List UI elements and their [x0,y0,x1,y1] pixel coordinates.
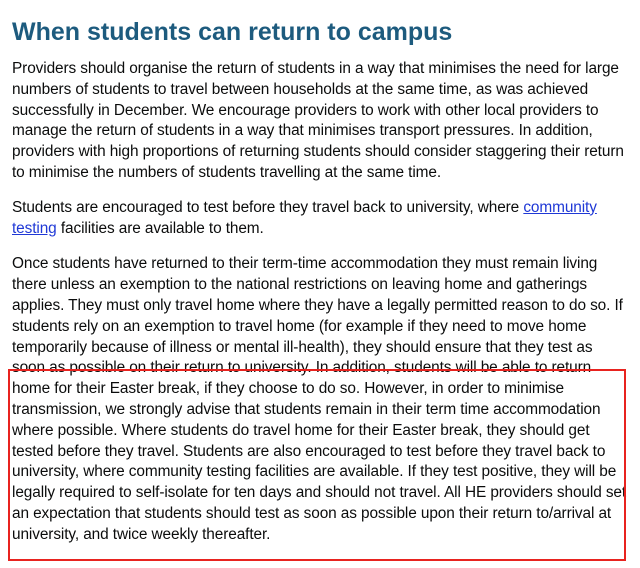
paragraph-text-after-link: facilities are available to them. [56,219,264,237]
paragraph-testing-before-travel [12,198,628,240]
section-heading: When students can return to campus [12,18,453,46]
paragraph-return-organisation: Providers should organise the return of students in a way that minimises the need for large numbers of students to travel between households at the same time, as was achieved successfully in December. We encourage providers to work with other local providers to manage the return of students in a way that minimises transport pressures. In addition, providers with high proportions of returning students should consider staggering their return to minimise the numbers of students travelling at the same time. [12,60,624,181]
community-testing-link[interactable]: community testing [12,198,597,237]
highlight-box [8,369,626,561]
paragraph-text-before-link: Students are encouraged to test before they travel back to university, where [12,198,524,216]
paragraph-term-time-accommodation: Once students have returned to their term-time accommodation they must remain living there unless an exemption to the national restrictions on leaving home and gatherings applies. They must only travel home where they have a legally permitted reason to do so. If students rely on an exemption to travel home (for example if they need to move home temporarily because of illness or mental ill-health), they should ensure that they test as soon as possible on their return to university. In addition, students will be able to return home for their Easter break, if they choose to do so. However, in order to minimise transmission, we strongly advise that students remain in their term time accommodation where possible. Where students do travel home for their Easter break, they should get tested before they travel. Students are also encouraged to test before they travel back to university, where community testing facilities are available. If they test positive, they will be legally required to self-isolate for ten days and should not travel. All HE providers should set an expectation that students should test as soon as possible upon their return to/arrival at university, and twice weekly thereafter. [12,255,627,543]
